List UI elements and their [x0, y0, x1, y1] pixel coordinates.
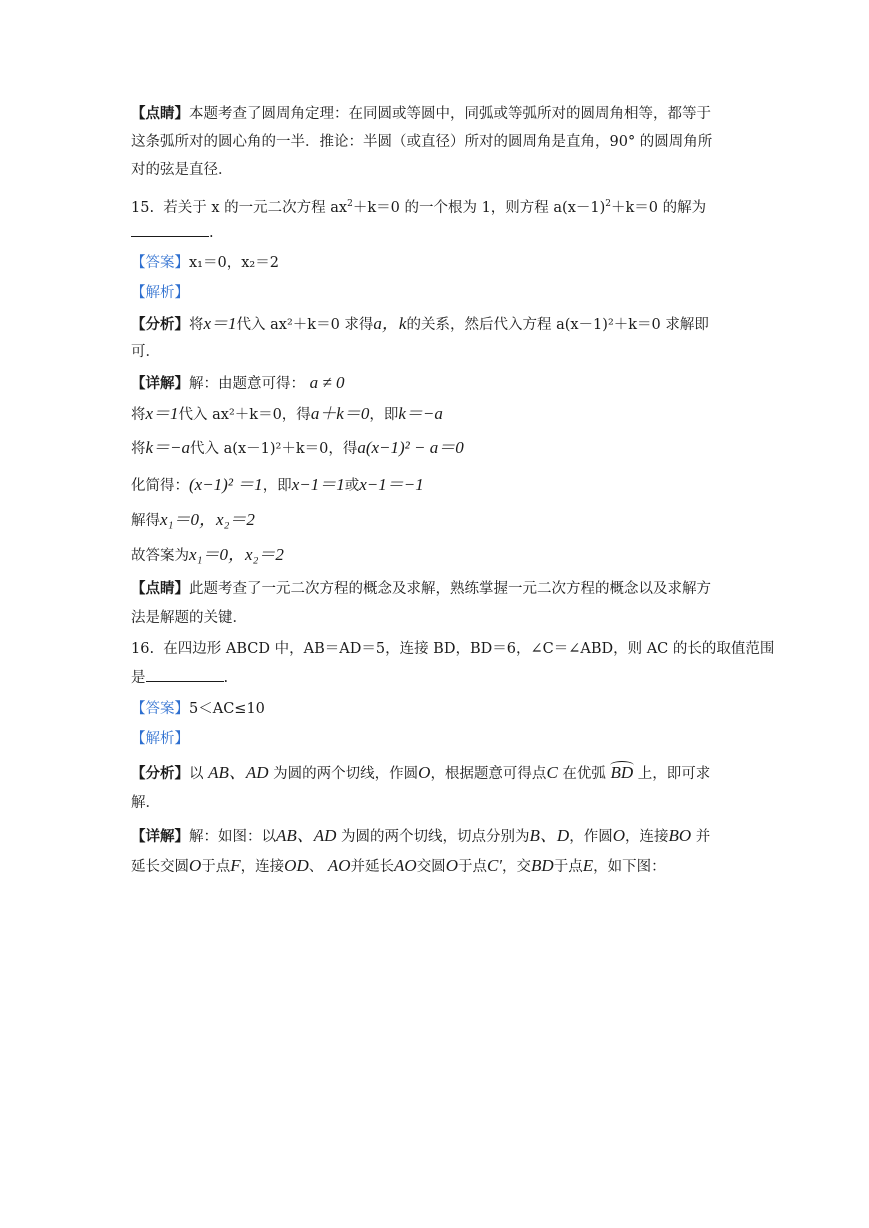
- q15-detail-line6: 故答案为x₁＝0，x₂＝2: [131, 545, 284, 564]
- answer-blank: [131, 222, 209, 237]
- dianjing-tag: 【点睛】: [131, 105, 189, 122]
- p14-comment-line1: 【点睛】本题考查了圆周角定理：在同圆或等圆中，同弧或等弧所对的圆周角相等，都等于: [131, 105, 711, 122]
- q15-detail-line4: 化简得：(x−1)² ＝1，即x−1＝1或x−1＝−1: [131, 475, 424, 494]
- question-number: 15.: [131, 199, 155, 216]
- q15-dianjing-line2: 法是解题的关键．: [131, 610, 247, 626]
- q15-answer: 【答案】x₁＝0，x₂＝2: [131, 255, 279, 271]
- q15-fenxi-line1: 【分析】将x＝1代入 ax²＋k＝0 求得a，k的关系，然后代入方程 a(x－1)²＋k＝0 求解即: [131, 314, 709, 333]
- question-15-blank: .: [131, 222, 741, 243]
- q16-fenxi-line2: 解．: [131, 795, 160, 811]
- q15-detail-line2: 将x＝1代入 ax²＋k＝0，得a＋k＝0，即k＝−a: [131, 404, 443, 423]
- q16-detail-line1: 【详解】解：如图：以AB、AD 为圆的两个切线，切点分别为B、D，作圆O，连接BO 并: [131, 826, 711, 845]
- p14-comment-line3: 对的弦是直径．: [131, 162, 233, 178]
- analysis-tag: 【解析】: [131, 731, 189, 747]
- q15-detail-line1: 【详解】解：由题意可得： a ≠ 0: [131, 373, 345, 392]
- q15-detail-line5: 解得x₁＝0，x₂＝2: [131, 510, 255, 529]
- q16-detail-line2: 延长交圆O于点F，连接OD、 AO并延长AO交圆O于点C′，交BD于点E，如下图：: [131, 856, 666, 875]
- q15-analysis-heading: [131, 283, 741, 303]
- q16-fenxi-line1: 【分析】以 AB、AD 为圆的两个切线，作圆O，根据题意可得点C 在优弧 BD 上，即可求: [131, 763, 711, 782]
- question-16: 16. 在四边形 ABCD 中，AB＝AD＝5，连接 BD，BD＝6，∠C＝∠ABD，则 AC 的长的取值范围: [131, 641, 775, 657]
- q15-fenxi-line2: 可．: [131, 344, 160, 360]
- q15-dianjing-line1: 【点睛】此题考查了一元二次方程的概念及求解，熟练掌握一元二次方程的概念以及求解方: [131, 580, 711, 597]
- answer-tag: 【答案】: [131, 701, 189, 717]
- question-number: 16.: [131, 641, 155, 657]
- analysis-tag: 【解析】: [131, 285, 189, 301]
- question-16-blank: 是 .: [131, 667, 741, 688]
- q16-answer: 【答案】5＜AC≤10: [131, 701, 265, 717]
- answer-blank: [146, 667, 224, 682]
- answer-tag: 【答案】: [131, 255, 189, 271]
- question-15: 15. 若关于 x 的一元二次方程 $ax^2+k=0$ 的一个根为 1，则方程 $a(x-1)^2+k=0$ 的解为: [131, 199, 707, 216]
- arc-bd: BD: [610, 763, 634, 782]
- q15-detail-line3: 将k＝−a代入 a(x－1)²＋k＝0，得a(x−1)² − a＝0: [131, 438, 464, 457]
- q16-analysis-heading: [131, 729, 741, 749]
- p14-comment-line2: 这条弧所对的圆心角的一半．推论：半圆（或直径）所对的圆周角是直角，90° 的圆周角所: [131, 134, 713, 150]
